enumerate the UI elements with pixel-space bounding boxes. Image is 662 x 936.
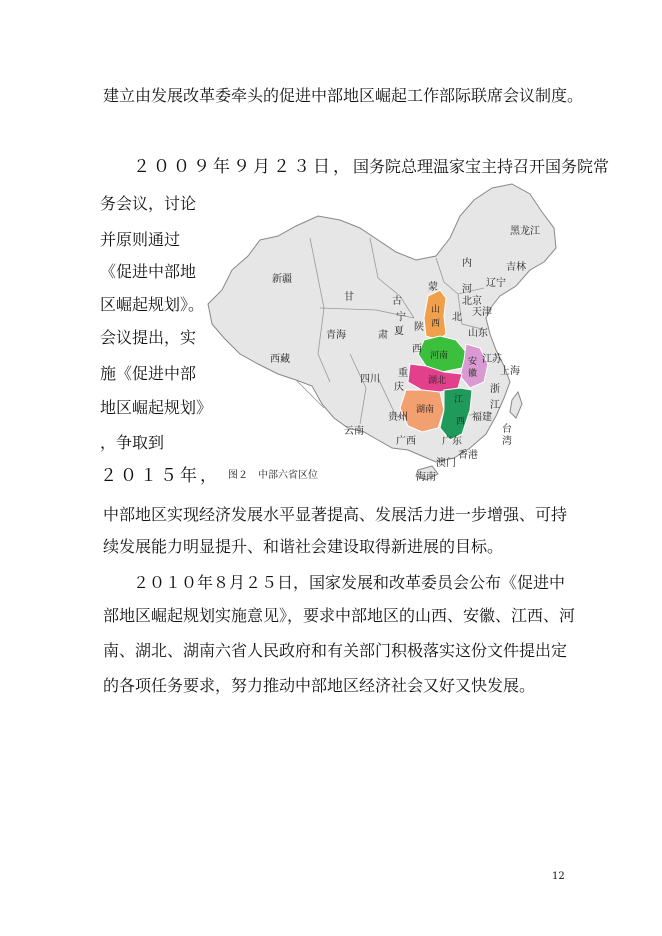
label-xianggang: 香港	[458, 450, 478, 461]
label-guangxi: 广西	[396, 436, 416, 447]
label-shanxi: 西	[431, 319, 441, 329]
page-number: 12	[552, 871, 565, 882]
text-line: 部地区崛起规划实施意见》，要求中部地区的山西、安徽、江西、河	[103, 606, 576, 625]
label-jiangxi: 西	[456, 417, 466, 427]
label-fujian: 福建	[472, 412, 492, 423]
text-fragment: 国务院总理温家宝主持召开国务院常	[353, 157, 610, 176]
text-line: 施《促进中部	[100, 364, 197, 383]
text-line: 地区崛起规划》	[100, 398, 213, 417]
date-text: ２００９年９月２３日，	[133, 157, 353, 177]
label-shaanxi: 陕	[414, 322, 424, 333]
shanxi-region	[424, 290, 446, 340]
label-shanxi: 山	[431, 305, 441, 315]
text-line: 区崛起规划》。	[100, 295, 205, 314]
label-chongqing: 重	[398, 368, 408, 379]
label-hunan: 湖南	[416, 405, 435, 415]
label-shandong: 山东	[468, 328, 488, 339]
label-qinghai: 青海	[326, 330, 346, 341]
figure-caption: 图２ 中部六省区位	[228, 470, 318, 481]
label-shanghai: 上海	[500, 366, 520, 377]
label-hebei: 河	[462, 284, 472, 295]
label-tianjin: 天津	[472, 307, 492, 318]
label-zhejiang: 浙	[490, 384, 500, 395]
label-shaanxi: 西	[412, 344, 422, 355]
label-hubei: 湖北	[428, 376, 447, 386]
text-line: 会议提出，实	[100, 328, 197, 347]
text-line: 南、湖北、湖南六省人民政府和有关部门积极落实这份文件提出定	[103, 641, 568, 660]
label-henan: 河南	[430, 351, 449, 361]
label-chongqing: 庆	[394, 382, 404, 393]
text-line: 中部地区实现经济发展水平显著提高、发展活力进一步增强、可持	[103, 505, 568, 524]
label-jilin: 吉林	[506, 262, 526, 273]
text-line: ２０１０年８月２５日，国家发展和改革委员会公布《促进中	[133, 573, 566, 592]
label-sichuan: 四川	[360, 374, 380, 385]
label-hebei: 北	[452, 312, 462, 323]
label-heilongjiang: 黑龙江	[510, 226, 540, 237]
text-line: ，争取到	[100, 433, 165, 452]
label-anhui: 徽	[468, 369, 478, 379]
label-jiangsu: 江苏	[482, 354, 502, 365]
label-ningxia: 夏	[394, 326, 404, 337]
text-line	[133, 157, 609, 177]
label-liaoning: 辽宁	[486, 278, 506, 289]
label-zhejiang: 江	[490, 400, 500, 411]
text-line: 续发展能力明显提升、和谐社会建设取得新进展的目标。	[103, 537, 504, 556]
label-guangdong: 广东	[442, 436, 462, 447]
label-neimenggu: 蒙	[428, 282, 438, 293]
text-line: 的各项任务要求，努力推动中部地区经济社会又好又快发展。	[103, 676, 536, 695]
text-line: ２０１５年，	[100, 466, 220, 486]
label-beijing: 北京	[462, 296, 482, 307]
label-xinjiang: 新疆	[272, 274, 292, 285]
label-neimenggu: 古	[392, 296, 402, 307]
label-guizhou: 贵州	[388, 412, 408, 423]
label-taiwan: 台	[502, 424, 512, 435]
label-gansu: 甘	[344, 292, 354, 303]
label-xizang: 西藏	[270, 354, 290, 365]
label-neimenggu: 内	[462, 258, 472, 269]
text-line: 并原则通过	[100, 230, 181, 249]
label-ningxia: 宁	[396, 312, 406, 323]
label-gansu: 肃	[378, 330, 388, 341]
text-line: 务会议，讨论	[100, 194, 197, 213]
central-china-map-figure	[200, 178, 562, 482]
label-hainan: 海南	[416, 472, 436, 482]
china-outline	[208, 184, 556, 462]
text-line: 建立由发展改革委牵头的促进中部地区崛起工作部际联席会议制度。	[103, 86, 584, 105]
label-taiwan: 湾	[502, 436, 512, 447]
label-aomen: 澳门	[436, 458, 456, 469]
label-jiangxi: 江	[454, 395, 464, 405]
taiwan-shape	[510, 392, 522, 418]
label-anhui: 安	[468, 357, 478, 367]
label-yunnan: 云南	[344, 426, 364, 437]
text-line: 《促进中部地	[100, 262, 197, 281]
